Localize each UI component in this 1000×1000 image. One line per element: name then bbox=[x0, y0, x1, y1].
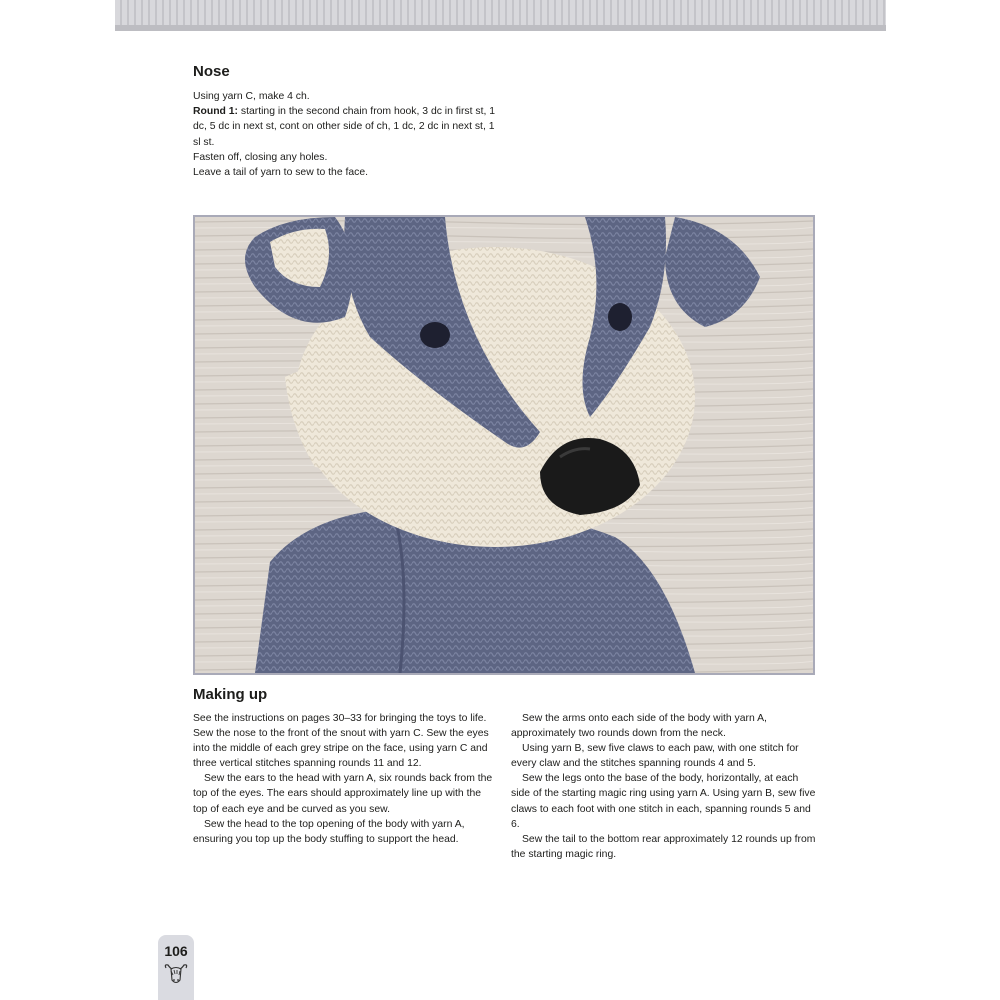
header-band bbox=[115, 0, 886, 31]
making-up-paragraph: Sew the legs onto the base of the body, horizontally, at each side of the starting magic ring using yarn A. Using yarn B, sew five claws to each foot with one stitch in each, spanning rounds 5 and 6. bbox=[511, 773, 816, 830]
making-up-paragraph: Sew the ears to the head with yarn A, six rounds back from the top of the eyes. The ears should approximately line up with the top of each eye and be curved as you sew. bbox=[193, 773, 493, 815]
making-up-paragraph: Sew the arms onto each side of the body with yarn A, approximately two rounds down from the neck. bbox=[511, 713, 767, 740]
round-1-text: starting in the second chain from hook, 3 dc in first st, 1 dc, 5 dc in next st, cont on other side of ch, 1 dc, 2 dc in next st, 1 sl st. bbox=[193, 106, 496, 148]
making-up-title: Making up bbox=[193, 686, 268, 703]
round-1-label: Round 1: bbox=[193, 106, 239, 118]
nose-instructions bbox=[193, 89, 503, 180]
page-number: 106 bbox=[164, 943, 188, 959]
crochet-badger-illustration bbox=[195, 217, 813, 673]
making-up-left-column bbox=[193, 711, 498, 847]
nose-line-3: Fasten off, closing any holes. bbox=[193, 151, 328, 163]
nose-line-1: Using yarn C, make 4 ch. bbox=[193, 91, 310, 102]
page-tab bbox=[158, 935, 194, 1000]
making-up-paragraph: Sew the head to the top opening of the body with yarn A, ensuring you top up the body stuffing to support the head. bbox=[193, 818, 465, 845]
making-up-paragraph: Sew the tail to the bottom rear approximately 12 rounds up from the starting magic ring. bbox=[511, 833, 816, 860]
highland-cow-logo-icon bbox=[163, 962, 189, 988]
making-up-right-column bbox=[511, 711, 816, 862]
nose-round-1 bbox=[193, 104, 503, 150]
making-up-paragraph: See the instructions on pages 30–33 for bringing the toys to life. Sew the nose to the front of the snout with yarn C. Sew the eyes into the middle of each grey stripe on the face, using yarn C and three vertical stitches spanning rounds 11 and 12. bbox=[193, 713, 489, 770]
nose-section-title: Nose bbox=[193, 63, 230, 80]
badger-photo bbox=[193, 215, 815, 675]
making-up-paragraph: Using yarn B, sew five claws to each paw, with one stitch for every claw and the stitches spanning rounds 4 and 5. bbox=[511, 743, 799, 770]
nose-line-4: Leave a tail of yarn to sew to the face. bbox=[193, 167, 369, 179]
